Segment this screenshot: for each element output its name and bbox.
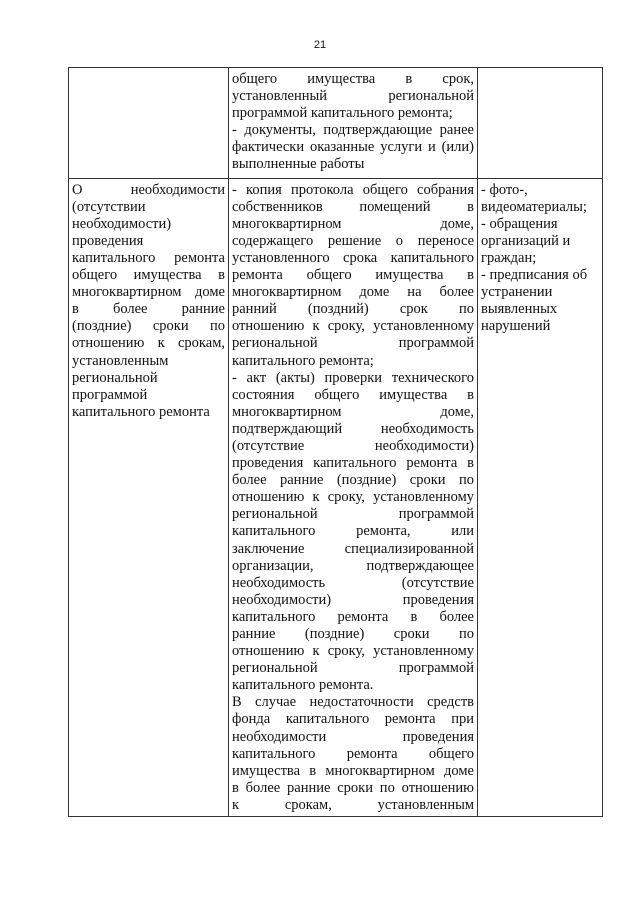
- text-line: региональной программой: [232, 506, 474, 523]
- text-line: необходимости): [72, 215, 172, 232]
- text-line: устранении: [481, 284, 553, 301]
- text-line: - предписания об: [481, 267, 588, 284]
- text-line: отношению к сроку, установленному: [232, 318, 474, 335]
- text-line: видеоматериалы;: [481, 198, 587, 215]
- text-line: региональной: [72, 369, 158, 386]
- text-line: собственников помещений в: [232, 198, 474, 215]
- text-line: В случае недостаточности средств: [232, 694, 474, 711]
- table-cell-documents: [229, 68, 478, 179]
- text-line: - копия протокола общего собрания: [232, 181, 474, 198]
- text-line: программой капитального ремонта;: [232, 105, 453, 122]
- table-row: [69, 178, 603, 816]
- text-line: организаций и: [481, 232, 571, 249]
- text-line: выполненные работы: [232, 156, 365, 173]
- text-line: (поздние) сроки по: [72, 318, 225, 335]
- text-line: в более ранние: [72, 301, 225, 318]
- text-line: многоквартирном доме,: [232, 215, 474, 232]
- text-line: капитального ремонта.: [232, 677, 374, 694]
- text-line: установленного срока капитального: [232, 249, 474, 266]
- text-line: региональной программой: [232, 335, 474, 352]
- text-line: проведения: [72, 232, 144, 249]
- text-line: выявленных: [481, 301, 558, 318]
- text-line: установленный региональной: [232, 88, 474, 105]
- text-line: необходимости) проведения: [232, 591, 474, 608]
- text-line: многоквартирном доме на более: [232, 284, 474, 301]
- text-line: подтверждающий необходимость: [232, 420, 474, 437]
- text-line: граждан;: [481, 249, 537, 266]
- text-line: необходимость (отсутствие: [232, 574, 474, 591]
- text-line: отношению к срокам,: [72, 335, 225, 352]
- page-number: 21: [313, 39, 327, 51]
- text-line: - обращения: [481, 215, 558, 232]
- text-line: нарушений: [481, 318, 551, 335]
- text-line: О необходимости: [72, 181, 225, 198]
- text-line: фактически оказанные услуги и (или): [232, 139, 474, 156]
- text-line: имущества в многоквартирном доме: [232, 762, 474, 779]
- table-cell-documents: [229, 178, 478, 816]
- text-line: фонда капитального ремонта при: [232, 711, 474, 728]
- text-line: организации, подтверждающее: [232, 557, 474, 574]
- text-line: необходимости проведения: [232, 728, 474, 745]
- text-line: - акт (акты) проверки технического: [232, 369, 474, 386]
- text-line: более ранние (поздние) сроки по: [232, 472, 474, 489]
- text-line: проведения капитального ремонта в: [232, 455, 474, 472]
- text-line: состояния общего имущества в: [232, 386, 474, 403]
- table-cell-materials: [478, 68, 603, 179]
- text-line: - фото-,: [481, 181, 528, 198]
- requirements-table: [68, 67, 603, 817]
- text-line: установленным: [72, 352, 169, 369]
- text-line: общего имущества в: [72, 267, 225, 284]
- text-line: многоквартирном доме,: [232, 403, 474, 420]
- text-line: ранний (поздний) срок по: [232, 301, 474, 318]
- text-line: капитального ремонта, или: [232, 523, 474, 540]
- text-line: региональной программой: [232, 660, 474, 677]
- text-line: программой: [72, 386, 148, 403]
- text-line: капитального ремонта общего: [232, 745, 474, 762]
- table-cell-subject: [69, 68, 229, 179]
- text-line: - документы, подтверждающие ранее: [232, 122, 474, 139]
- text-line: многоквартирном доме: [72, 284, 225, 301]
- text-line: ремонта общего имущества в: [232, 267, 474, 284]
- text-line: капитального ремонта;: [232, 352, 374, 369]
- text-line: содержащего решение о переносе: [232, 232, 474, 249]
- text-line: отношению к сроку, установленному: [232, 489, 474, 506]
- table-cell-materials: [478, 178, 603, 816]
- table-cell-subject: [69, 178, 229, 816]
- text-line: в более ранние сроки по отношению: [232, 779, 474, 796]
- text-line: заключение специализированной: [232, 540, 474, 557]
- text-line: (отсутствии: [72, 198, 146, 215]
- text-line: общего имущества в срок,: [232, 71, 474, 87]
- text-line: отношению к сроку, установленному: [232, 643, 474, 660]
- text-line: капитального ремонта в более: [232, 608, 474, 625]
- text-line: капитального ремонта: [72, 403, 210, 420]
- text-line: ранние (поздние) сроки по: [232, 626, 474, 642]
- text-line: к срокам, установленным: [232, 796, 474, 813]
- table-row: [69, 68, 603, 179]
- text-line: (отсутствие необходимости): [232, 437, 474, 454]
- text-line: капитального ремонта: [72, 249, 225, 266]
